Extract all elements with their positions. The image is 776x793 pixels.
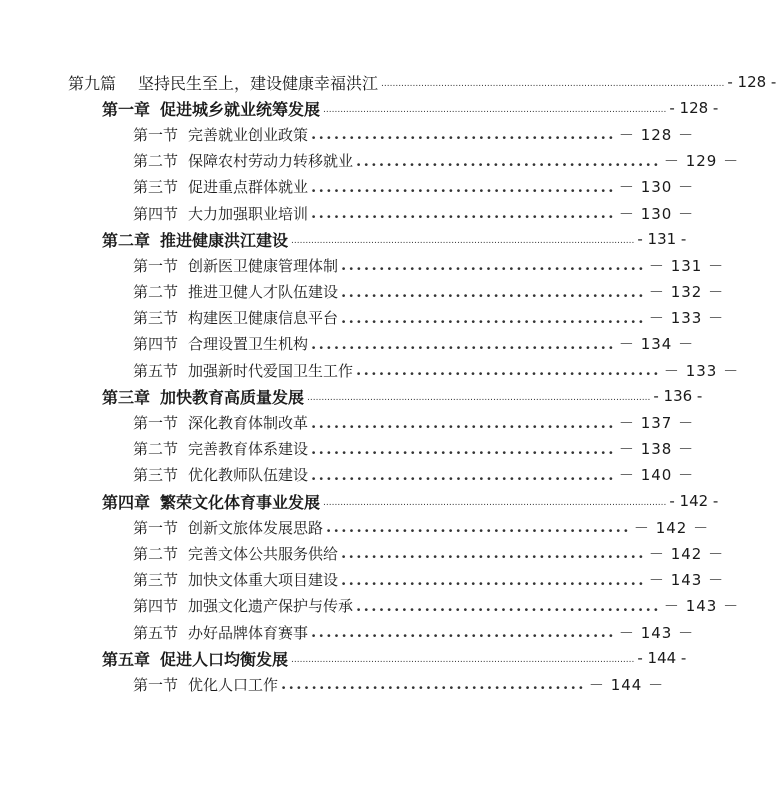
chapter-page-number: - 131 -: [637, 230, 687, 249]
toc-chapter-row[interactable]: [0, 645, 687, 671]
section-title: 完善文体公共服务供给: [188, 544, 339, 563]
dot-leader: ........................................................................................................................: [323, 105, 667, 116]
section-number: 第五节: [133, 623, 179, 642]
dot-leader: ........................................: [341, 282, 646, 301]
part-title: 坚持民生至上，建设健康幸福洪江: [138, 73, 379, 93]
section-title: 完善就业创业政策: [188, 125, 309, 144]
toc-section-row[interactable]: [0, 279, 725, 305]
section-number: 第四节: [133, 204, 179, 223]
section-page-number: － 140 －: [618, 466, 695, 485]
section-page-number: － 143 －: [663, 597, 740, 616]
section-page-number: － 129 －: [663, 152, 740, 171]
toc-section-row[interactable]: [0, 305, 725, 331]
toc-section-row[interactable]: [0, 148, 740, 174]
section-title: 保障农村劳动力转移就业: [188, 152, 354, 171]
section-page-number: － 133 －: [648, 309, 725, 328]
section-page-number: － 130 －: [618, 178, 695, 197]
dot-leader: ........................................................................................................................: [307, 393, 651, 404]
section-title: 促进重点群体就业: [188, 178, 309, 197]
chapter-title: 推进健康洪江建设: [160, 230, 289, 250]
chapter-page-number: - 144 -: [637, 649, 687, 668]
dot-leader: ........................................: [311, 204, 616, 223]
dot-leader: ........................................: [356, 151, 661, 170]
dot-leader: ........................................: [281, 675, 586, 694]
chapter-title: 促进人口均衡发展: [160, 649, 289, 669]
part-page-number: - 128 -: [727, 73, 776, 92]
section-number: 第三节: [133, 466, 179, 485]
toc-section-row[interactable]: [0, 200, 695, 226]
chapter-list: [0, 95, 740, 697]
toc-section-row[interactable]: [0, 593, 740, 619]
section-number: 第一节: [133, 125, 179, 144]
chapter-number: 第三章: [102, 387, 151, 407]
toc-chapter-row[interactable]: [0, 95, 719, 121]
toc-section-row[interactable]: [0, 462, 695, 488]
toc-section-row[interactable]: [0, 436, 695, 462]
chapter-page-number: - 142 -: [669, 492, 719, 511]
chapter-number: 第一章: [102, 99, 151, 119]
section-page-number: － 134 －: [618, 335, 695, 354]
table-of-contents: [0, 69, 776, 698]
dot-leader: ........................................: [311, 439, 616, 458]
toc-section-row[interactable]: [0, 409, 695, 435]
section-number: 第四节: [133, 597, 179, 616]
section-number: 第一节: [133, 518, 179, 537]
toc-section-row[interactable]: [0, 252, 725, 278]
toc-section-row[interactable]: [0, 331, 695, 357]
toc-chapter-row[interactable]: [0, 226, 687, 252]
section-number: 第二节: [133, 152, 179, 171]
chapter-page-number: - 136 -: [653, 387, 703, 406]
section-title: 创新文旅体发展思路: [188, 518, 324, 537]
section-number: 第五节: [133, 361, 179, 380]
dot-leader: ........................................................................................................................: [381, 79, 725, 90]
section-title: 优化教师队伍建设: [188, 466, 309, 485]
dot-leader: ........................................................................................................................: [323, 498, 667, 509]
section-title: 完善教育体系建设: [188, 440, 309, 459]
section-title: 推进卫健人才队伍建设: [188, 283, 339, 302]
section-page-number: － 128 －: [618, 125, 695, 144]
toc-section-row[interactable]: [0, 671, 665, 697]
section-title: 优化人口工作: [188, 675, 279, 694]
dot-leader: ........................................: [311, 465, 616, 484]
section-number: 第三节: [133, 309, 179, 328]
section-page-number: － 137 －: [618, 414, 695, 433]
dot-leader: ........................................: [341, 308, 646, 327]
toc-chapter-row[interactable]: [0, 488, 719, 514]
section-number: 第四节: [133, 335, 179, 354]
toc-part-row[interactable]: [0, 69, 776, 95]
section-title: 创新医卫健康管理体制: [188, 256, 339, 275]
section-number: 第一节: [133, 256, 179, 275]
section-page-number: － 143 －: [618, 623, 695, 642]
toc-section-row[interactable]: [0, 357, 740, 383]
section-page-number: － 131 －: [648, 256, 725, 275]
toc-section-row[interactable]: [0, 514, 710, 540]
chapter-page-number: - 128 -: [669, 99, 719, 118]
chapter-number: 第五章: [102, 649, 151, 669]
dot-leader: ........................................: [356, 596, 661, 615]
section-number: 第一节: [133, 675, 179, 694]
section-number: 第二节: [133, 544, 179, 563]
section-page-number: － 143 －: [648, 571, 725, 590]
section-page-number: － 132 －: [648, 283, 725, 302]
toc-section-row[interactable]: [0, 174, 695, 200]
section-number: 第二节: [133, 440, 179, 459]
dot-leader: ........................................................................................................................: [291, 655, 635, 666]
dot-leader: ........................................: [341, 544, 646, 563]
dot-leader: ........................................: [311, 623, 616, 642]
section-page-number: － 138 －: [618, 440, 695, 459]
dot-leader: ........................................: [311, 125, 616, 144]
toc-section-row[interactable]: [0, 619, 695, 645]
dot-leader: ........................................: [311, 413, 616, 432]
section-page-number: － 133 －: [663, 361, 740, 380]
part-number: 第九篇: [68, 73, 117, 93]
section-title: 加强文化遗产保护与传承: [188, 597, 354, 616]
dot-leader: ........................................: [341, 570, 646, 589]
chapter-title: 加快教育高质量发展: [160, 387, 305, 407]
chapter-title: 促进城乡就业统筹发展: [160, 99, 321, 119]
section-title: 构建医卫健康信息平台: [188, 309, 339, 328]
section-number: 第三节: [133, 571, 179, 590]
toc-chapter-row[interactable]: [0, 383, 703, 409]
dot-leader: ........................................: [326, 518, 631, 537]
toc-section-row[interactable]: [0, 121, 695, 147]
section-page-number: － 142 －: [648, 544, 725, 563]
section-title: 大力加强职业培训: [188, 204, 309, 223]
dot-leader: ........................................: [356, 361, 661, 380]
section-number: 第一节: [133, 414, 179, 433]
section-title: 合理设置卫生机构: [188, 335, 309, 354]
toc-section-row[interactable]: [0, 540, 725, 566]
section-number: 第二节: [133, 283, 179, 302]
dot-leader: ........................................: [311, 334, 616, 353]
dot-leader: ........................................: [341, 256, 646, 275]
section-page-number: － 130 －: [618, 204, 695, 223]
dot-leader: ........................................................................................................................: [291, 236, 635, 247]
section-title: 加快文体重大项目建设: [188, 571, 339, 590]
chapter-number: 第四章: [102, 492, 151, 512]
toc-section-row[interactable]: [0, 567, 725, 593]
section-page-number: － 144 －: [588, 675, 665, 694]
section-title: 深化教育体制改革: [188, 414, 309, 433]
section-number: 第三节: [133, 178, 179, 197]
section-title: 加强新时代爱国卫生工作: [188, 361, 354, 380]
chapter-number: 第二章: [102, 230, 151, 250]
chapter-title: 繁荣文化体育事业发展: [160, 492, 321, 512]
section-page-number: － 142 －: [633, 518, 710, 537]
dot-leader: ........................................: [311, 177, 616, 196]
section-title: 办好品牌体育赛事: [188, 623, 309, 642]
